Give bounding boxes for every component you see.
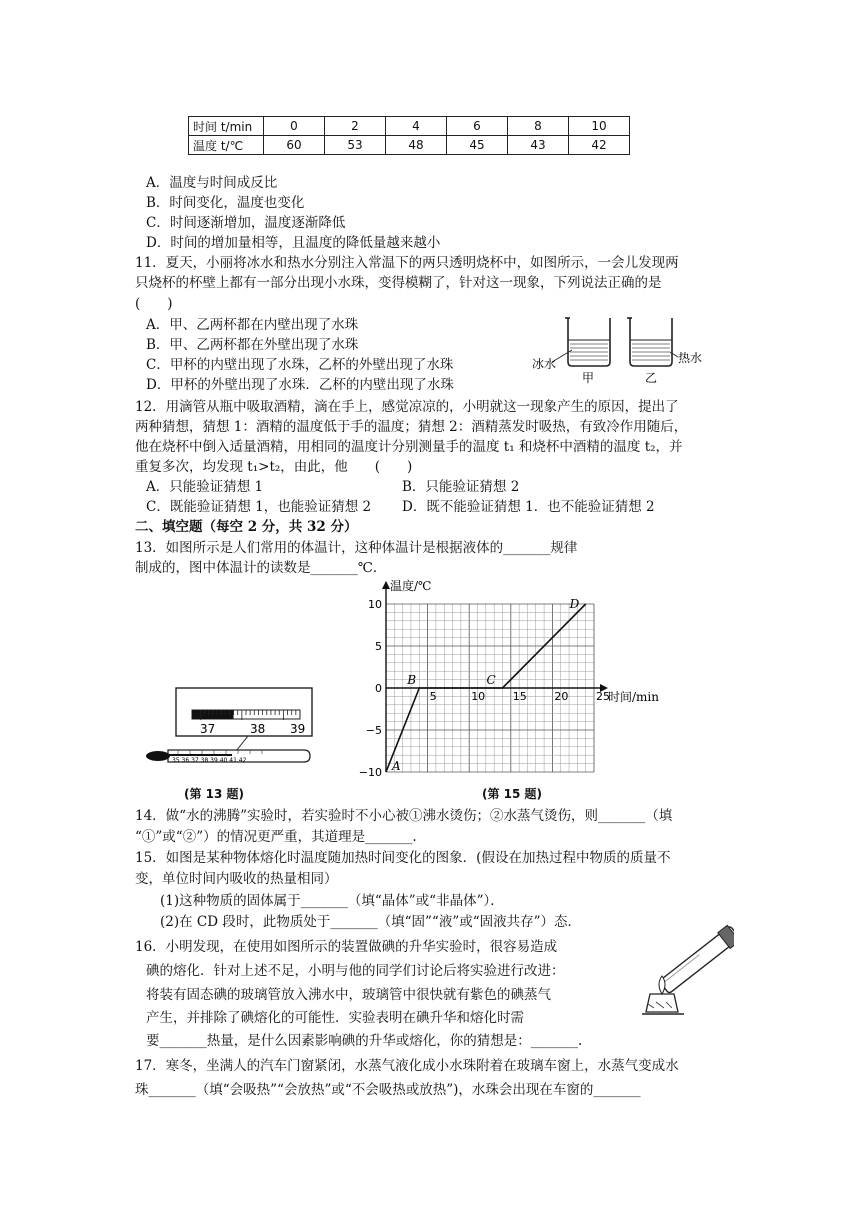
table-header-temp: 温度 t/℃ [189, 136, 264, 155]
q15-line-3: (1)这种物质的固体属于_______（填“晶体”或“非晶体”）． [160, 893, 504, 909]
q12-option-a: A．只能验证猜想 1 [146, 479, 264, 495]
q11-option-d: D．甲杯的外壁出现了水珠．乙杯的内壁出现了水珠 [146, 377, 454, 393]
q16-line-3: 将装有固态碘的玻璃管放入沸水中，玻璃管中很快就有紫色的碘蒸气 [146, 987, 551, 1003]
q10-option-d: D．时间的增加量相等，且温度的降低量越来越小 [146, 235, 441, 251]
table-header-time: 时间 t/min [189, 117, 264, 136]
point-label: C [486, 673, 496, 687]
alcohol-lamp [646, 994, 678, 1012]
q17-line-1: 17．寒冬，坐满人的汽车门窗紧闭，水蒸气液化成小水珠附着在玻璃车窗上，水蒸气变成水 [135, 1058, 679, 1074]
y-tick-label: −5 [365, 724, 382, 737]
y-axis-label: 温度/℃ [390, 579, 432, 593]
q16-line-4: 产生，并排除了碘熔化的可能性．实验表明在碘升华和熔化时需 [146, 1010, 524, 1026]
label-ice-water: 冰水 [532, 357, 557, 371]
table-cell: 48 [386, 136, 447, 155]
y-tick-label: −10 [358, 766, 382, 779]
x-tick-label: 20 [554, 690, 569, 703]
q13-line-1: 13．如图所示是人们常用的体温计，这种体温计是根据液体的_______规律 [135, 540, 578, 556]
q16-line-2: 碘的熔化．针对上述不足，小明与他的同学们讨论后将实验进行改进： [146, 963, 565, 979]
thermometer-figure [144, 684, 320, 784]
figure-13-caption: (第 13 题) [184, 787, 245, 801]
q12-option-c: C．既能验证猜想 1，也能验证猜想 2 [146, 499, 372, 515]
big-tick-label: 39 [290, 722, 306, 736]
q15-line-4: (2)在 CD 段时，此物质处于_______（填“固”“液”或“固液共存”）态． [160, 914, 582, 930]
x-axis-label: 时间/min [608, 690, 659, 704]
beakers-figure [528, 312, 718, 384]
iodine-apparatus-figure [634, 924, 734, 1024]
table-cell: 2 [325, 117, 386, 136]
x-tick-label: 25 [596, 690, 610, 703]
x-tick-label: 15 [512, 690, 527, 703]
table-cell: 10 [569, 117, 630, 136]
data-table [188, 116, 630, 155]
table-cell: 45 [447, 136, 508, 155]
flame-icon [659, 976, 665, 994]
section-heading: 二、填空题（每空 2 分，共 32 分） [135, 519, 358, 535]
table-cell: 0 [264, 117, 325, 136]
table-row [189, 117, 630, 136]
q10-option-a: A．温度与时间成反比 [146, 175, 278, 191]
table-cell: 8 [508, 117, 569, 136]
table-cell: 60 [264, 136, 325, 155]
q11-stem-3: ( ) [135, 296, 173, 312]
table-cell: 42 [569, 136, 630, 155]
small-tick-labels: 35 36 37 38 39 40 41 42 [172, 757, 247, 764]
q11-stem-1: 11．夏天，小丽将冰水和热水分别注入常温下的两只透明烧杯中，如图所示，一会儿发现两 [135, 255, 679, 271]
label-hot-water: 热水 [678, 351, 703, 365]
q12-option-b: B．只能验证猜想 2 [402, 479, 520, 495]
y-tick-label: 5 [375, 640, 382, 653]
q12-option-d: D．既不能验证猜想 1．也不能验证猜想 2 [402, 499, 655, 515]
beaker-yi [627, 318, 672, 366]
y-axis-arrow-icon [382, 581, 390, 589]
point-label: D [569, 597, 580, 611]
table-cell: 6 [447, 117, 508, 136]
x-tick-label: 10 [471, 690, 486, 703]
q12-stem-4: 重复多次，均发现 t₁>t₂，由此，他 ( ) [135, 459, 413, 475]
q10-option-c: C．时间逐渐增加，温度逐渐降低 [146, 215, 346, 231]
q10-option-b: B．时间变化，温度也变化 [146, 195, 305, 211]
figure-15-caption: (第 15 题) [482, 787, 543, 801]
q12-stem-1: 12．用滴管从瓶中吸取酒精，滴在手上，感觉凉凉的，小明就这一现象产生的原因，提出了 [135, 399, 679, 415]
q11-option-a: A．甲、乙两杯都在内壁出现了水珠 [146, 317, 359, 333]
glass-tube [658, 924, 734, 995]
table-cell: 4 [386, 117, 447, 136]
q14-line-1: 14．做“水的沸腾”实验时，若实验时不小心被①沸水烫伤；②水蒸气烫伤，则_______（填 [135, 808, 673, 824]
table-cell: 43 [508, 136, 569, 155]
q13-line-2: 制成的，图中体温计的读数是_______℃． [135, 560, 387, 576]
q16-line-1: 16．小明发现，在使用如图所示的装置做碘的升华实验时，很容易造成 [135, 939, 558, 955]
q11-stem-2: 只烧杯的杯壁上都有一部分出现小水珠，变得模糊了，针对这一现象，下列说法正确的是 [135, 275, 662, 291]
q15-line-1: 15．如图是某种物体熔化时温度随加热时间变化的图象．(假设在加热过程中物质的质量不 [135, 850, 671, 866]
beaker-jia [565, 318, 610, 366]
q15-line-2: 变，单位时间内吸收的热量相同） [135, 871, 338, 887]
table-cell: 53 [325, 136, 386, 155]
y-tick-label: 10 [368, 598, 382, 611]
label-jia: 甲 [582, 371, 595, 384]
q12-stem-3: 他在烧杯中倒入适量酒精，用相同的温度计分别测量手的温度 t₁ 和烧杯中酒精的温度 t₂，并 [135, 439, 683, 455]
q12-stem-2: 两种猜想，猜想 1：酒精的温度低于手的温度；猜想 2：酒精蒸发时吸热，有致冷作用随后， [135, 419, 688, 435]
q17-line-2: 珠_______（填“会吸热”“会放热”或“不会吸热或放热”)，水珠会出现在车窗的_______ [135, 1082, 641, 1098]
q11-option-b: B．甲、乙两杯都在外壁出现了水珠 [146, 337, 359, 353]
q16-line-5: 要_______热量，是什么因素影响碘的升华或熔化，你的猜想是：_______. [146, 1033, 583, 1049]
point-label: B [407, 673, 417, 687]
q11-option-c: C．甲杯的内壁出现了水珠，乙杯的外壁出现了水珠 [146, 357, 454, 373]
q14-line-2: “①”或“②”）的情况更严重，其道理是_______. [135, 829, 417, 845]
label-yi: 乙 [645, 371, 658, 384]
big-tick-label: 37 [200, 722, 216, 736]
y-tick-label: 0 [375, 682, 382, 695]
point-label: A [392, 759, 401, 773]
thermometer-bulb [146, 751, 170, 761]
melting-chart [352, 578, 688, 784]
big-tick-label: 38 [250, 722, 266, 736]
table-row [189, 136, 630, 155]
x-tick-label: 5 [429, 690, 437, 703]
